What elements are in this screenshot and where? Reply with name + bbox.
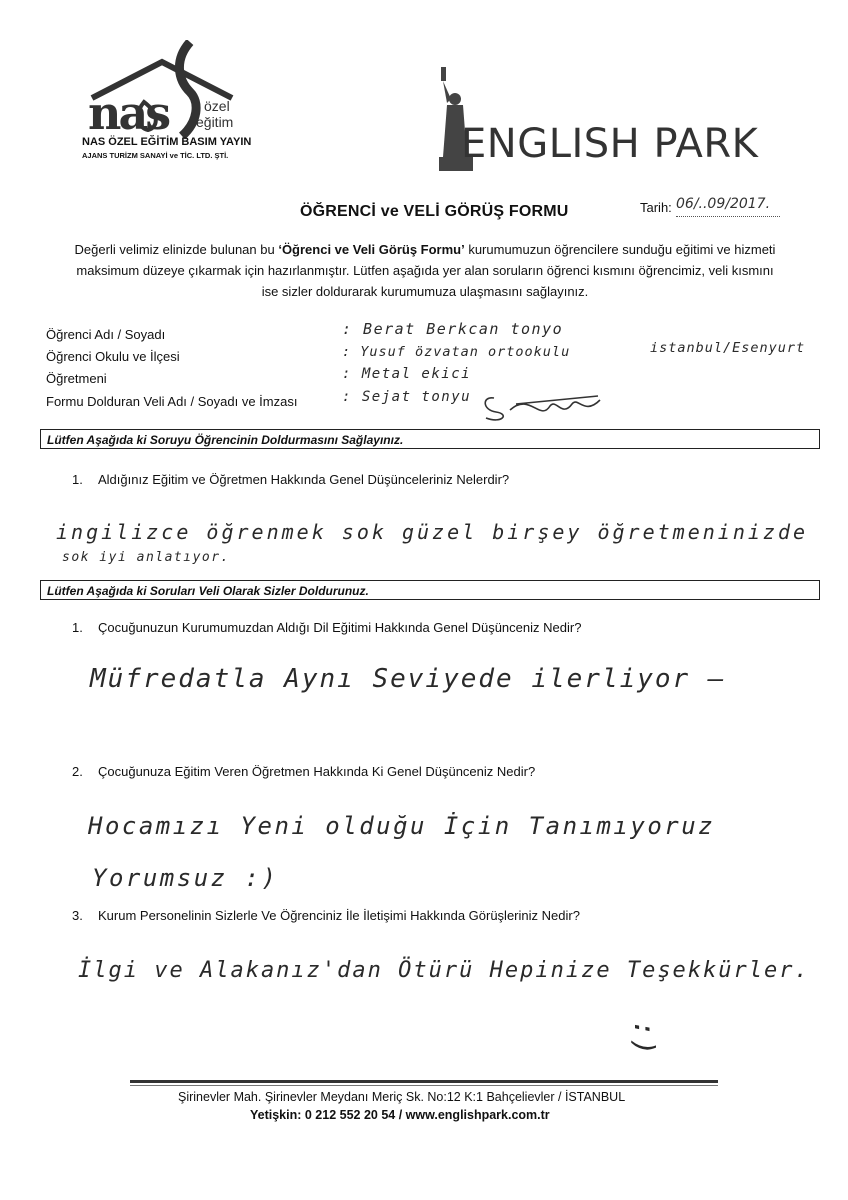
parent-answer-1[interactable]: Müfredatla Aynı Seviyede ilerliyor — <box>90 664 726 694</box>
question-number: 3. <box>72 908 83 923</box>
parent-answer-2-line-2[interactable]: Yorumsuz :) <box>92 864 279 892</box>
question-text: Çocuğunuzun Kurumumuzdan Aldığı Dil Eğitimi Hakkında Genel Düşünceniz Nedir? <box>98 620 582 635</box>
question-text: Çocuğunuza Eğitim Veren Öğretmen Hakkında Ki Genel Düşünceniz Nedir? <box>98 764 536 779</box>
question-number: 1. <box>72 472 83 487</box>
intro-line-3: ise sizler doldurarak kurumumuza ulaşmasını sağlayınız. <box>261 284 589 299</box>
nas-company: NAS ÖZEL EĞİTİM BASIM YAYIN <box>82 136 252 148</box>
nas-egitim: eğitim <box>196 114 234 130</box>
student-section-header: Lütfen Aşağıda ki Soruyu Öğrencinin Doldurmasını Sağlayınız. <box>40 429 820 449</box>
question-text: Aldığınız Eğitim ve Öğretmen Hakkında Genel Düşünceleriniz Nelerdir? <box>98 472 510 487</box>
field-value-teacher[interactable]: : Metal ekici <box>342 366 472 382</box>
field-value-district[interactable]: istanbul/Esenyurt <box>650 340 806 356</box>
nas-company-sub: AJANS TURİZM SANAYİ ve TİC. LTD. ŞTİ. <box>82 151 229 160</box>
nas-logo <box>82 40 282 170</box>
field-value-parent[interactable]: : Sejat tonyu <box>342 389 472 405</box>
english-park-wordmark: ENGLISH PARK <box>461 121 759 167</box>
field-label-parent: Formu Dolduran Veli Adı / Soyadı ve İmzası <box>46 394 298 409</box>
footer-divider-thin <box>130 1085 718 1086</box>
question-text: Kurum Personelinin Sizlerle Ve Öğrenciniz İle İletişimi Hakkında Görüşleriniz Nedir? <box>98 908 580 923</box>
parent-answer-2-line-1[interactable]: Hocamızı Yeni olduğu İçin Tanımıyoruz <box>88 812 716 840</box>
intro-line-2: maksimum düzeye çıkarmak için hazırlanmıştır. Lütfen aşağıda yer alan soruların öğrenci kısmını öğrencimiz, veli kısmını <box>76 263 774 278</box>
intro-text-c: kurumumuzun öğrencilere sunduğu eğitimi ve hizmeti <box>464 242 776 257</box>
date-label: Tarih: <box>640 200 672 215</box>
nas-ozel: özel <box>204 98 230 114</box>
form-title: ÖĞRENCİ ve VELİ GÖRÜŞ FORMU <box>300 203 569 220</box>
footer-contact[interactable]: Yetişkin: 0 212 552 20 54 / www.englishpark.com.tr <box>250 1108 550 1122</box>
student-answer-line-1[interactable]: ingilizce öğrenmek sok güzel birşey öğretmeninizde <box>56 520 809 544</box>
field-value-school[interactable]: : Yusuf özvatan ortookulu <box>342 344 571 360</box>
parent-answer-3[interactable]: İlgi ve Alakanız'dan Ötürü Hepinize Teşekkürler. <box>78 958 810 983</box>
field-value-student-name[interactable]: : Berat Berkcan tonyo <box>342 320 564 338</box>
student-question-1 <box>72 472 509 487</box>
date-underline <box>676 216 780 217</box>
parent-section-header: Lütfen Aşağıda ki Soruları Veli Olarak Sizler Doldurunuz. <box>40 580 820 600</box>
nas-brand: nas <box>88 86 169 140</box>
parent-question-3 <box>72 908 580 923</box>
student-answer-line-2[interactable]: sok iyi anlatıyor. <box>62 550 230 565</box>
intro-paragraph <box>40 239 810 302</box>
intro-text-a: Değerli velimiz elinizde bulunan bu <box>74 242 279 257</box>
field-label-teacher: Öğretmeni <box>46 371 107 386</box>
parent-question-1 <box>72 620 581 635</box>
footer-divider <box>130 1080 718 1083</box>
parent-question-2 <box>72 764 535 779</box>
parent-signature <box>480 388 610 428</box>
question-number: 2. <box>72 764 83 779</box>
english-park-logo <box>425 65 785 175</box>
question-number: 1. <box>72 620 83 635</box>
smiley-drawing: :) <box>627 1020 661 1057</box>
intro-form-name: ‘Öğrenci ve Veli Görüş Formu’ <box>278 242 465 257</box>
date-value: 06/..09/2017. <box>676 196 771 212</box>
footer-address: Şirinevler Mah. Şirinevler Meydanı Meriç Sk. No:12 K:1 Bahçelievler / İSTANBUL <box>178 1090 626 1104</box>
field-label-student-name: Öğrenci Adı / Soyadı <box>46 327 166 342</box>
field-label-school: Öğrenci Okulu ve İlçesi <box>46 349 180 364</box>
